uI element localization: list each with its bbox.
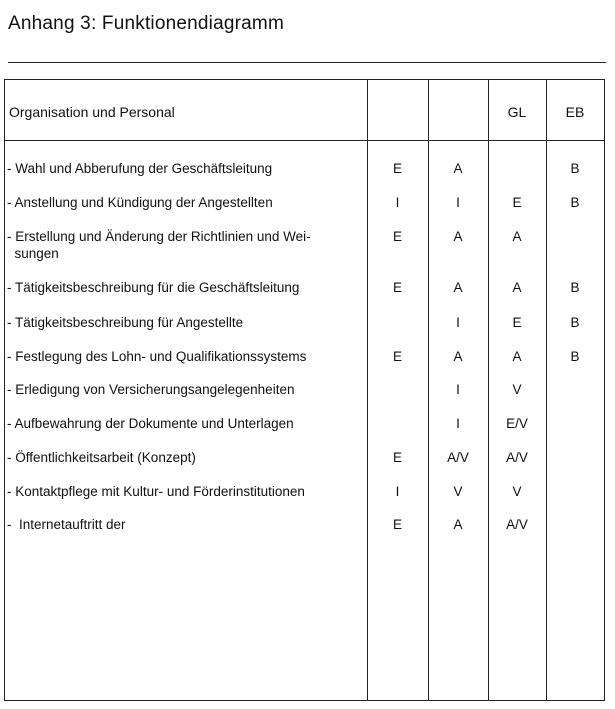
role-cell: B <box>570 195 580 210</box>
role-cell: I <box>456 195 460 210</box>
role-cell: E <box>392 450 402 465</box>
title-rule <box>8 62 606 63</box>
role-cell: E <box>392 517 402 532</box>
role-cell: A/V <box>506 517 528 532</box>
task-label: - Festlegung des Lohn- und Qualifikationssystems <box>7 349 307 364</box>
role-cell: A <box>453 349 463 364</box>
role-cell: A <box>453 280 463 295</box>
role-cell: E <box>512 195 522 210</box>
role-cell: I <box>456 416 460 431</box>
task-label: - Tätigkeitsbeschreibung für Angestellte <box>7 315 244 330</box>
role-cell: A/V <box>506 450 528 465</box>
table-header-label: Organisation und Personal <box>9 104 175 120</box>
role-cell: E <box>512 315 522 330</box>
task-label: - Anstellung und Kündigung der Angestellten <box>7 195 273 210</box>
role-cell: V <box>512 484 522 499</box>
role-cell: E <box>392 161 402 176</box>
role-cell: E <box>392 229 402 244</box>
task-label: - Tätigkeitsbeschreibung für die Geschäftsleitung <box>7 280 300 295</box>
role-cell: B <box>570 315 580 330</box>
header-column-gl: GL <box>507 104 527 120</box>
role-cell: I <box>395 195 400 210</box>
role-cell: I <box>456 315 460 330</box>
role-cell: V <box>512 382 522 397</box>
task-label: - Kontaktpflege mit Kultur- und Förderinstitutionen <box>7 484 305 499</box>
task-label: - Erledigung von Versicherungsangelegenheiten <box>7 382 295 397</box>
function-table <box>4 79 605 701</box>
role-cell: E <box>392 280 402 295</box>
role-cell: B <box>570 161 580 176</box>
role-cell: E/V <box>506 416 528 431</box>
role-cell: A <box>512 349 522 364</box>
header-divider <box>5 140 604 141</box>
role-cell: A <box>512 229 522 244</box>
task-label: - Erstellung und Änderung der Richtlinien und Wei- sungen <box>7 229 311 261</box>
task-label: - Aufbewahrung der Dokumente und Unterlagen <box>7 416 294 431</box>
role-cell: A <box>512 280 522 295</box>
header-column-eb: EB <box>565 104 585 120</box>
role-cell: E <box>392 349 402 364</box>
task-label: - Wahl und Abberufung der Geschäftsleitung <box>7 161 273 176</box>
role-cell: I <box>395 484 400 499</box>
role-cell: V <box>453 484 463 499</box>
role-cell: A <box>453 517 463 532</box>
role-cell: B <box>570 349 580 364</box>
role-cell: A <box>453 229 463 244</box>
task-label: - Internetauftritt der <box>7 517 126 532</box>
role-cell: B <box>570 280 580 295</box>
role-cell: I <box>456 382 460 397</box>
role-cell: A/V <box>447 450 469 465</box>
page-title: Anhang 3: Funktionendiagramm <box>8 13 284 34</box>
task-label: - Öffentlichkeitsarbeit (Konzept) <box>7 450 196 465</box>
role-cell: A <box>453 161 463 176</box>
